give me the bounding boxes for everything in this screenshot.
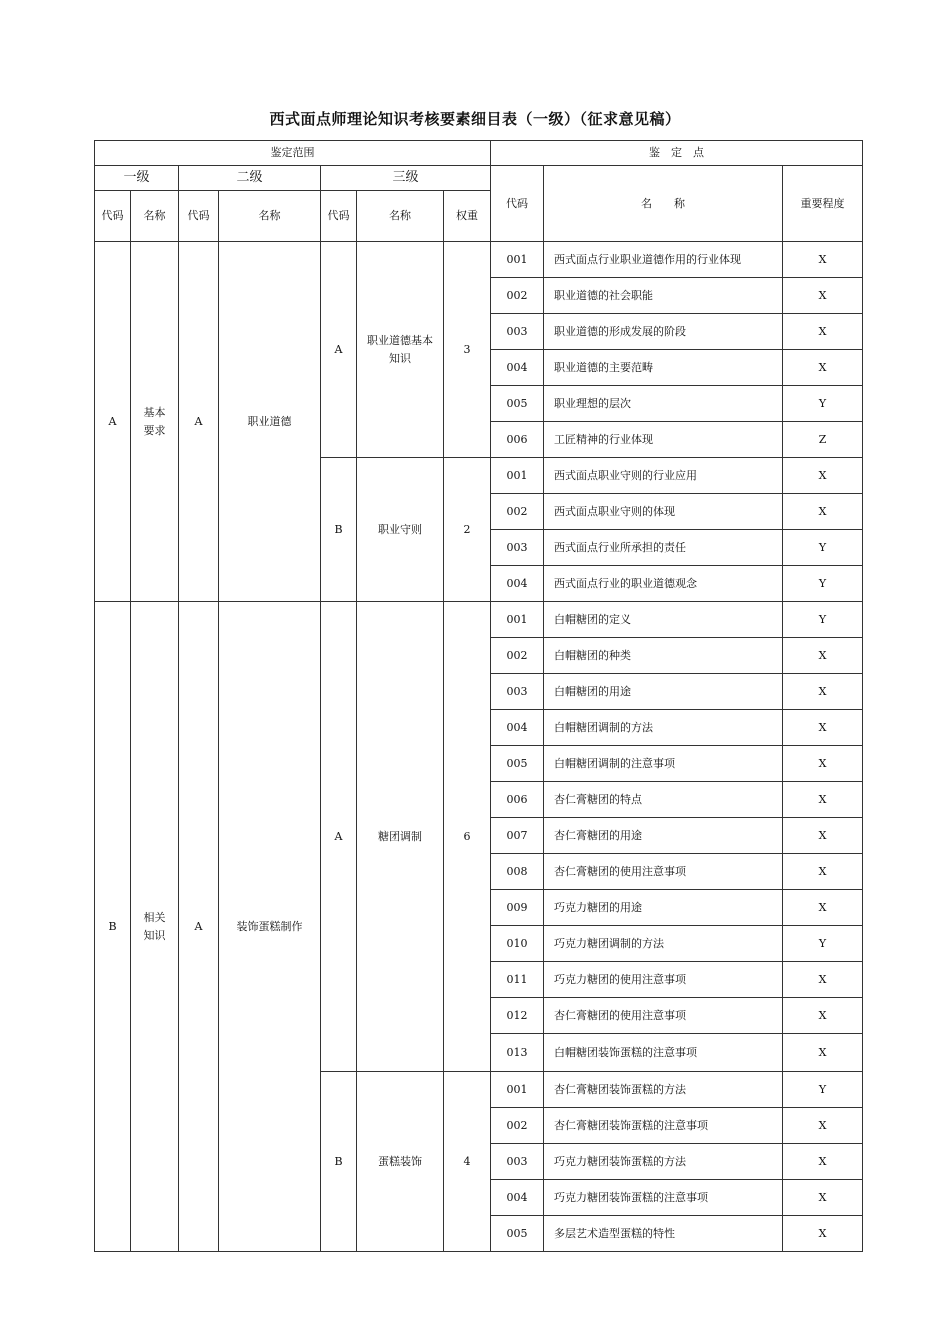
level3-weight: 4: [444, 1072, 491, 1252]
l1-code-header: 代码: [95, 191, 131, 242]
point-code: 003: [491, 530, 544, 566]
point-importance: X: [783, 458, 863, 494]
point-name: 杏仁膏糖团的使用注意事项: [544, 998, 783, 1034]
point-importance: X: [783, 1144, 863, 1180]
level1-name: 相关知识: [131, 602, 179, 1252]
point-code: 003: [491, 1144, 544, 1180]
importance-header: 重要程度: [783, 166, 863, 242]
point-code: 003: [491, 674, 544, 710]
point-code: 006: [491, 782, 544, 818]
point-importance: Y: [783, 1072, 863, 1108]
point-name: 白帽糖团的定义: [544, 602, 783, 638]
point-name: 巧克力糖团装饰蛋糕的注意事项: [544, 1180, 783, 1216]
point-importance: Y: [783, 602, 863, 638]
level3-name: 蛋糕装饰: [357, 1072, 444, 1252]
point-importance: X: [783, 674, 863, 710]
l3-name-header: 名称: [357, 191, 444, 242]
level3-header: 三级: [321, 166, 491, 191]
level2-name: 装饰蛋糕制作: [219, 602, 321, 1252]
point-code: 001: [491, 242, 544, 278]
point-importance: X: [783, 1180, 863, 1216]
point-name: 白帽糖团的用途: [544, 674, 783, 710]
point-importance: X: [783, 314, 863, 350]
header-row-2: [95, 166, 863, 191]
l3-code-header: 代码: [321, 191, 357, 242]
point-importance: X: [783, 746, 863, 782]
point-importance: X: [783, 494, 863, 530]
point-name: 巧克力糖团的用途: [544, 890, 783, 926]
scope-header: 鉴定范围: [95, 141, 491, 166]
point-importance: X: [783, 1034, 863, 1072]
level2-code: A: [179, 242, 219, 602]
point-importance: X: [783, 1108, 863, 1144]
point-importance: X: [783, 350, 863, 386]
point-code: 005: [491, 1216, 544, 1252]
point-code: 003: [491, 314, 544, 350]
point-name: 工匠精神的行业体现: [544, 422, 783, 458]
level2-header: 二级: [179, 166, 321, 191]
point-code: 007: [491, 818, 544, 854]
point-code: 004: [491, 350, 544, 386]
level3-weight: 3: [444, 242, 491, 458]
point-name: 职业理想的层次: [544, 386, 783, 422]
point-code: 002: [491, 494, 544, 530]
point-name: 白帽糖团调制的注意事项: [544, 746, 783, 782]
point-code: 001: [491, 602, 544, 638]
level3-name: 职业道德基本知识: [357, 242, 444, 458]
point-importance: X: [783, 638, 863, 674]
point-importance: X: [783, 890, 863, 926]
level3-weight: 2: [444, 458, 491, 602]
point-code: 010: [491, 926, 544, 962]
point-code: 001: [491, 458, 544, 494]
point-name: 职业道德的主要范畴: [544, 350, 783, 386]
point-code: 004: [491, 566, 544, 602]
point-importance: Y: [783, 926, 863, 962]
point-code: 005: [491, 386, 544, 422]
level3-code: A: [321, 242, 357, 458]
point-code: 004: [491, 710, 544, 746]
level3-code: B: [321, 458, 357, 602]
level3-code: A: [321, 602, 357, 1072]
table-row: [95, 602, 863, 638]
point-code: 012: [491, 998, 544, 1034]
level2-name: 职业道德: [219, 242, 321, 602]
point-importance: X: [783, 854, 863, 890]
point-code: 002: [491, 1108, 544, 1144]
point-importance: X: [783, 962, 863, 998]
point-name: 杏仁膏糖团装饰蛋糕的注意事项: [544, 1108, 783, 1144]
document-title: 西式面点师理论知识考核要素细目表（一级）（征求意见稿）: [269, 110, 681, 128]
point-name: 白帽糖团调制的方法: [544, 710, 783, 746]
level1-name: 基本要求: [131, 242, 179, 602]
level2-code: A: [179, 602, 219, 1252]
l2-name-header: 名称: [219, 191, 321, 242]
point-code: 011: [491, 962, 544, 998]
level3-code: B: [321, 1072, 357, 1252]
level3-name: 职业守则: [357, 458, 444, 602]
header-row-1: [95, 141, 863, 166]
point-code: 005: [491, 746, 544, 782]
point-code: 006: [491, 422, 544, 458]
point-name: 多层艺术造型蛋糕的特性: [544, 1216, 783, 1252]
l1-name-header: 名称: [131, 191, 179, 242]
point-name: 白帽糖团的种类: [544, 638, 783, 674]
point-name: 杏仁膏糖团的特点: [544, 782, 783, 818]
point-name: 职业道德的形成发展的阶段: [544, 314, 783, 350]
level3-name: 糖团调制: [357, 602, 444, 1072]
point-code: 004: [491, 1180, 544, 1216]
point-importance: X: [783, 242, 863, 278]
points-header: 鉴 定 点: [491, 141, 863, 166]
point-name: 杏仁膏糖团的用途: [544, 818, 783, 854]
point-importance: X: [783, 782, 863, 818]
point-code-header: 代码: [491, 166, 544, 242]
point-importance: X: [783, 998, 863, 1034]
point-name: 巧克力糖团调制的方法: [544, 926, 783, 962]
point-name: 杏仁膏糖团的使用注意事项: [544, 854, 783, 890]
point-name: 巧克力糖团的使用注意事项: [544, 962, 783, 998]
level1-code: A: [95, 242, 131, 602]
point-name: 西式面点行业职业道德作用的行业体现: [544, 242, 783, 278]
level3-weight: 6: [444, 602, 491, 1072]
point-importance: Z: [783, 422, 863, 458]
point-name: 杏仁膏糖团装饰蛋糕的方法: [544, 1072, 783, 1108]
point-name: 巧克力糖团装饰蛋糕的方法: [544, 1144, 783, 1180]
point-name: 西式面点行业所承担的责任: [544, 530, 783, 566]
point-code: 001: [491, 1072, 544, 1108]
point-code: 008: [491, 854, 544, 890]
point-importance: Y: [783, 386, 863, 422]
point-name: 职业道德的社会职能: [544, 278, 783, 314]
assessment-table: [94, 140, 863, 1252]
point-importance: Y: [783, 566, 863, 602]
point-importance: X: [783, 278, 863, 314]
point-code: 013: [491, 1034, 544, 1072]
level1-header: 一级: [95, 166, 179, 191]
table-row: [95, 242, 863, 278]
point-code: 009: [491, 890, 544, 926]
point-name-header: 名 称: [544, 166, 783, 242]
level1-code: B: [95, 602, 131, 1252]
point-importance: X: [783, 710, 863, 746]
point-code: 002: [491, 278, 544, 314]
point-importance: X: [783, 1216, 863, 1252]
point-name: 白帽糖团装饰蛋糕的注意事项: [544, 1034, 783, 1072]
point-importance: Y: [783, 530, 863, 566]
l2-code-header: 代码: [179, 191, 219, 242]
point-name: 西式面点职业守则的行业应用: [544, 458, 783, 494]
point-code: 002: [491, 638, 544, 674]
point-importance: X: [783, 818, 863, 854]
point-name: 西式面点职业守则的体现: [544, 494, 783, 530]
weight-header: 权重: [444, 191, 491, 242]
point-name: 西式面点行业的职业道德观念: [544, 566, 783, 602]
